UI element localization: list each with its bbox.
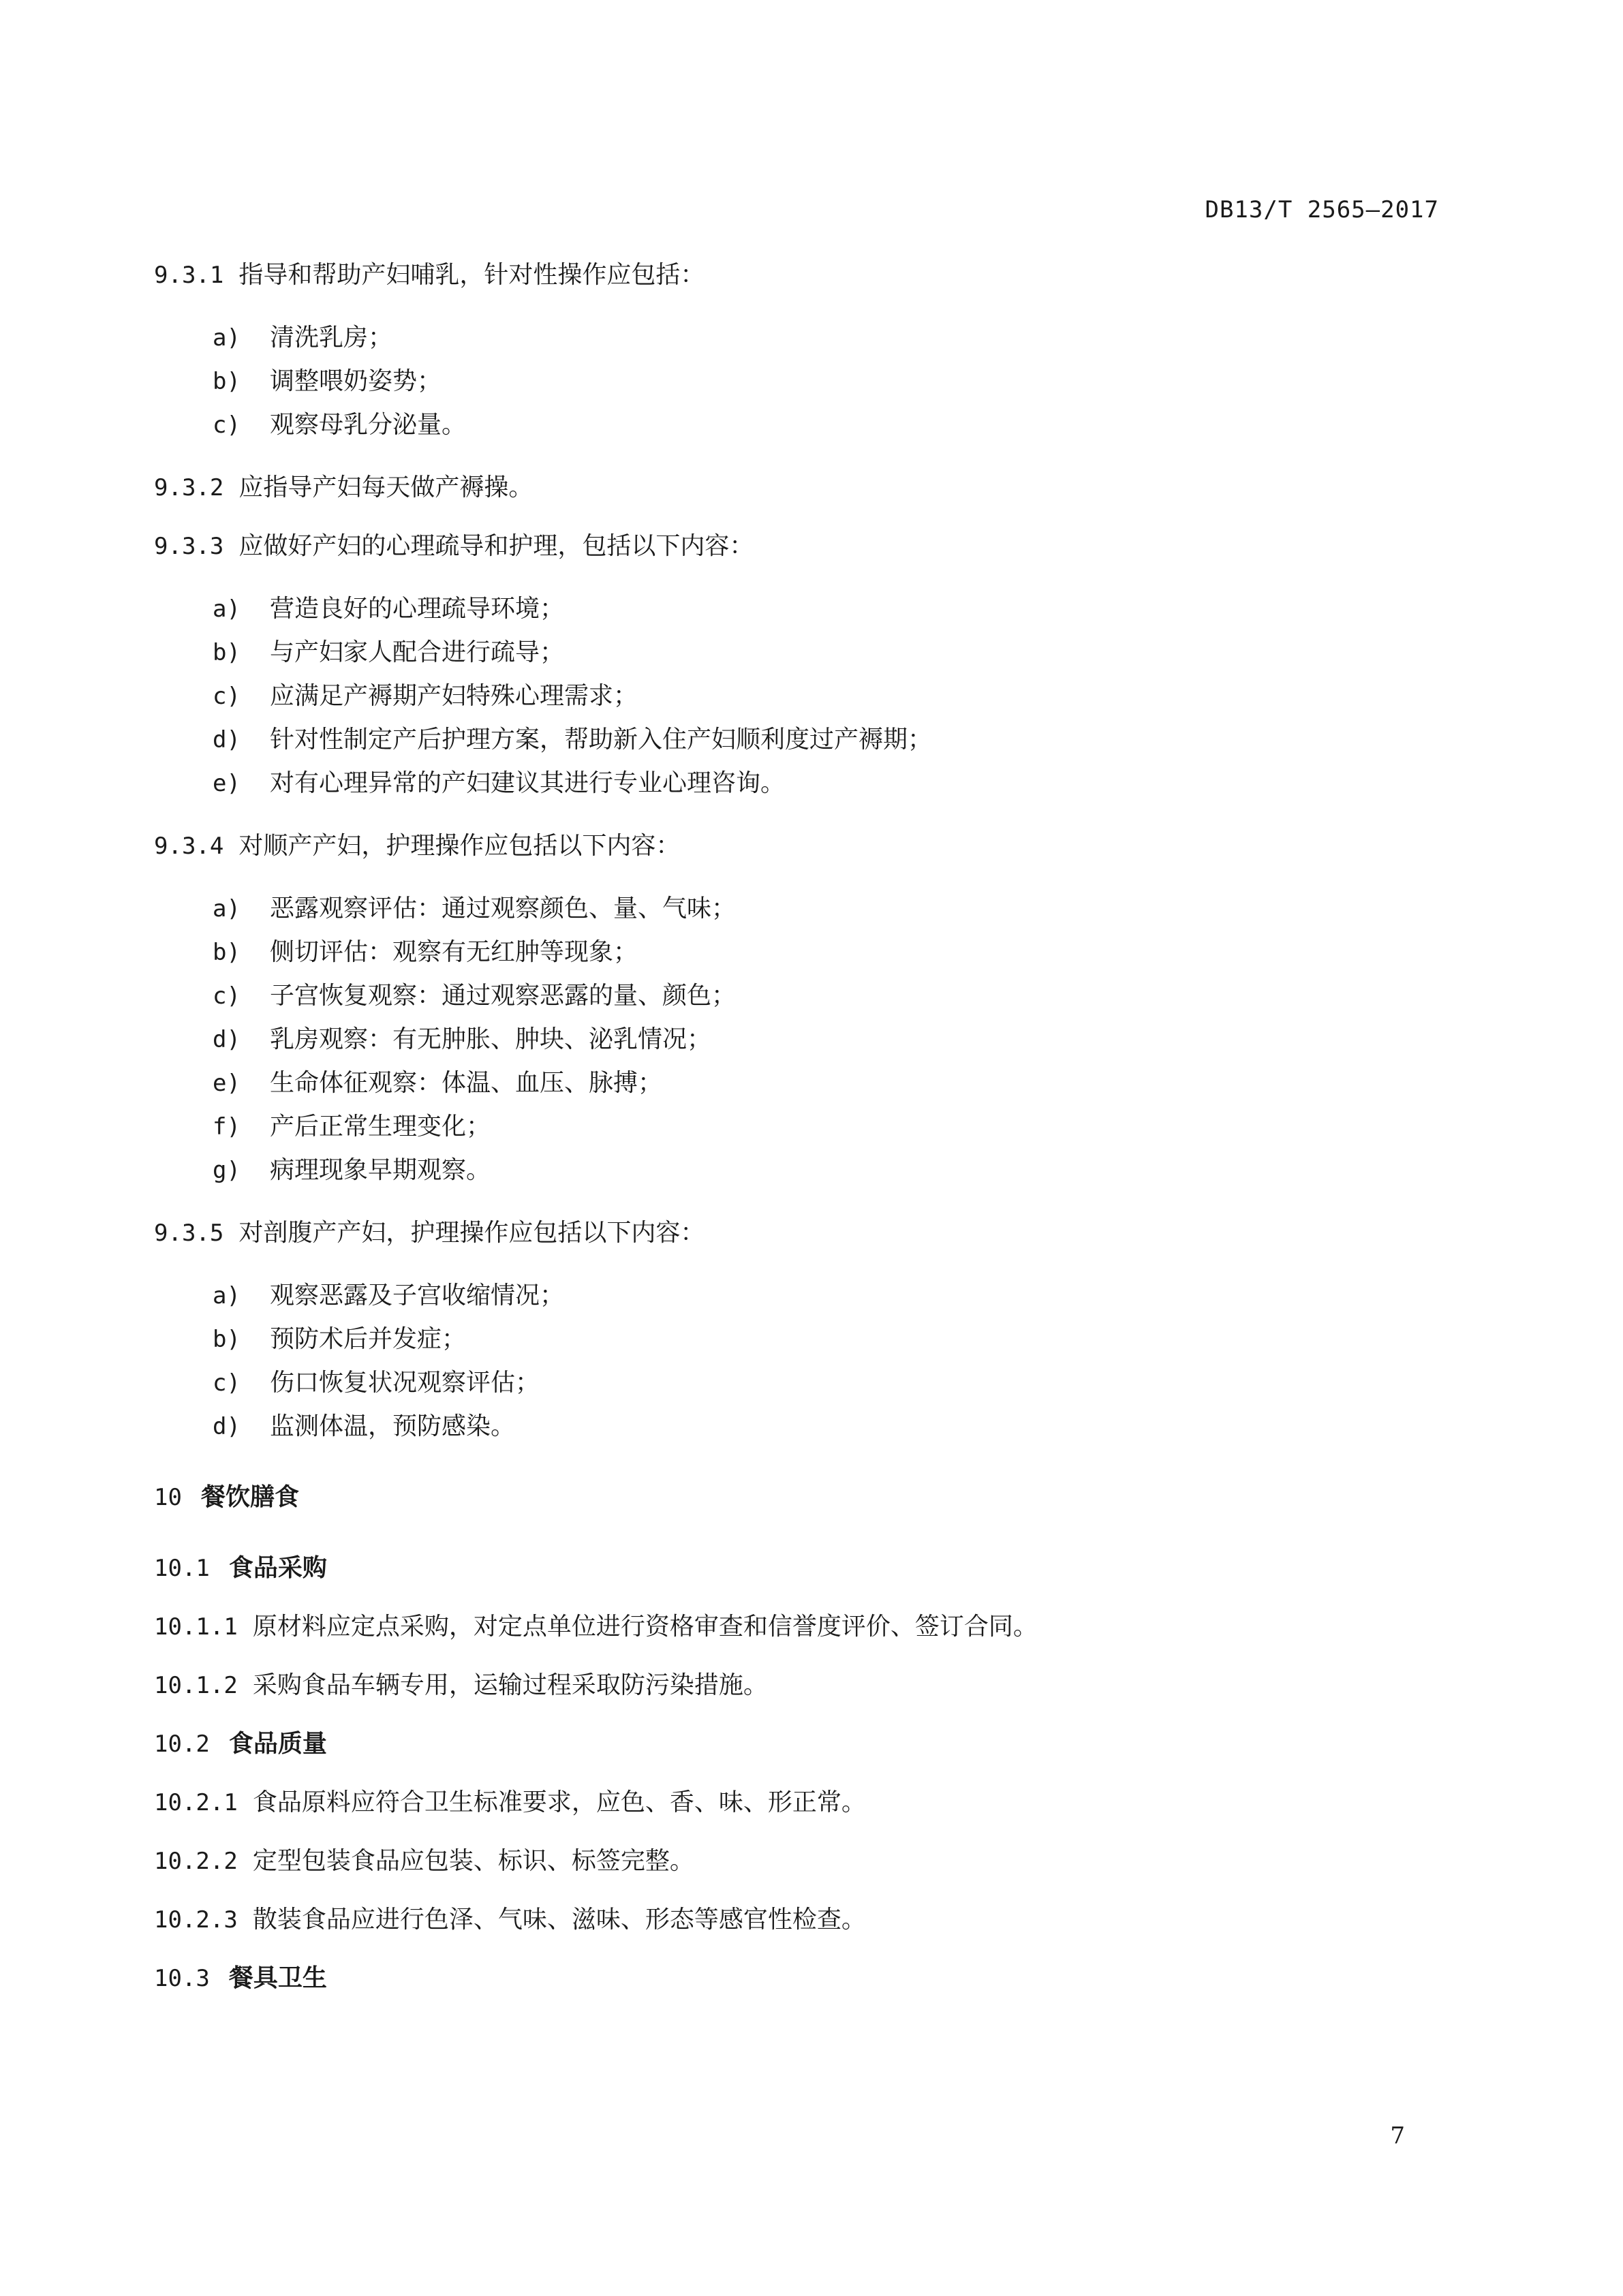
list-marker: d) <box>213 1026 241 1053</box>
page-number: 7 <box>1390 2122 1405 2150</box>
clause-text: 对顺产产妇，护理操作应包括以下内容： <box>238 832 681 860</box>
list-marker: b) <box>213 939 241 966</box>
list-item <box>154 1405 1442 1448</box>
clause-10-1-1 <box>154 1609 1442 1645</box>
list-marker: a) <box>213 324 241 352</box>
list-item <box>154 718 1442 762</box>
list-item-text: 针对性制定产后护理方案，帮助新入住产妇顺利度过产褥期； <box>270 726 933 754</box>
list-marker: c) <box>213 683 241 710</box>
document-code: DB13/T 2565—2017 <box>1205 196 1439 223</box>
list-marker: b) <box>213 1326 241 1353</box>
list-item-text: 营造良好的心理疏导环境； <box>270 595 565 623</box>
list-9-3-4 <box>154 887 1442 1192</box>
list-marker: c) <box>213 412 241 439</box>
clause-text: 食品原料应符合卫生标准要求，应色、香、味、形正常。 <box>252 1788 866 1816</box>
list-item-text: 监测体温，预防感染。 <box>270 1412 516 1440</box>
section-heading-10-3 <box>154 1961 1442 1996</box>
list-marker: a) <box>213 595 241 623</box>
list-9-3-5 <box>154 1274 1442 1448</box>
list-item <box>154 762 1442 805</box>
clause-text: 应指导产妇每天做产褥操。 <box>238 474 534 501</box>
list-item <box>154 1149 1442 1192</box>
list-item <box>154 1318 1442 1361</box>
list-item-text: 伤口恢复状况观察评估； <box>270 1369 540 1397</box>
list-item <box>154 974 1442 1018</box>
list-marker: f) <box>213 1113 241 1141</box>
list-item <box>154 403 1442 447</box>
list-marker: c) <box>213 982 241 1010</box>
list-item <box>154 887 1442 931</box>
clause-text: 原材料应定点采购，对定点单位进行资格审查和信誉度评价、签订合同。 <box>252 1613 1038 1641</box>
clause-number: 9.3.2 <box>154 474 224 501</box>
list-item <box>154 587 1442 631</box>
list-item <box>154 674 1442 718</box>
clause-text: 散装食品应进行色泽、气味、滋味、形态等感官性检查。 <box>252 1906 866 1934</box>
clause-9-3-5 <box>154 1215 1442 1251</box>
heading-number: 10 <box>154 1484 182 1511</box>
list-item <box>154 1018 1442 1061</box>
list-marker: a) <box>213 1282 241 1309</box>
list-item-text: 乳房观察：有无肿胀、肿块、泌乳情况； <box>270 1025 712 1053</box>
list-item <box>154 631 1442 674</box>
list-item-text: 对有心理异常的产妇建议其进行专业心理咨询。 <box>270 769 786 797</box>
list-item-text: 清洗乳房； <box>270 324 393 352</box>
clause-10-2-2 <box>154 1844 1442 1879</box>
list-item <box>154 1274 1442 1318</box>
list-item-text: 生命体征观察：体温、血压、脉搏； <box>270 1069 663 1097</box>
heading-title: 餐具卫生 <box>228 1964 327 1992</box>
list-marker: e) <box>213 770 241 797</box>
list-item-text: 恶露观察评估：通过观察颜色、量、气味； <box>270 895 737 922</box>
chapter-heading-10 <box>154 1480 1442 1515</box>
list-item-text: 产后正常生理变化； <box>270 1113 491 1141</box>
clause-number: 10.2.3 <box>154 1906 238 1934</box>
list-9-3-1 <box>154 316 1442 447</box>
list-marker: e) <box>213 1070 241 1097</box>
list-marker: g) <box>213 1157 241 1184</box>
list-item-text: 应满足产褥期产妇特殊心理需求； <box>270 682 638 710</box>
clause-number: 10.2.1 <box>154 1789 238 1816</box>
list-marker: d) <box>213 1413 241 1440</box>
clause-text: 应做好产妇的心理疏导和护理，包括以下内容： <box>238 532 754 560</box>
list-marker: a) <box>213 895 241 922</box>
section-heading-10-1 <box>154 1551 1442 1586</box>
document-body <box>154 258 1442 2019</box>
list-9-3-3 <box>154 587 1442 805</box>
list-marker: b) <box>213 639 241 666</box>
clause-number: 10.1.1 <box>154 1613 238 1641</box>
clause-9-3-4 <box>154 828 1442 864</box>
heading-number: 10.3 <box>154 1965 210 1992</box>
clause-text: 定型包装食品应包装、标识、标签完整。 <box>252 1847 694 1875</box>
heading-title: 食品质量 <box>228 1730 327 1758</box>
clause-10-2-3 <box>154 1902 1442 1938</box>
list-item <box>154 1061 1442 1105</box>
list-marker: b) <box>213 368 241 395</box>
clause-number: 9.3.3 <box>154 533 224 560</box>
clause-10-1-2 <box>154 1668 1442 1703</box>
section-heading-10-2 <box>154 1726 1442 1762</box>
heading-number: 10.2 <box>154 1731 210 1758</box>
list-item-text: 观察恶露及子宫收缩情况； <box>270 1282 565 1309</box>
clause-text: 指导和帮助产妇哺乳，针对性操作应包括： <box>238 261 705 289</box>
list-item-text: 预防术后并发症； <box>270 1325 467 1353</box>
list-item-text: 与产妇家人配合进行疏导； <box>270 638 565 666</box>
clause-9-3-2 <box>154 470 1442 506</box>
clause-9-3-3 <box>154 529 1442 564</box>
clause-number: 9.3.1 <box>154 262 224 289</box>
list-item-text: 子宫恢复观察：通过观察恶露的量、颜色； <box>270 982 737 1010</box>
clause-number: 9.3.4 <box>154 833 224 860</box>
list-item <box>154 360 1442 403</box>
list-item-text: 病理现象早期观察。 <box>270 1156 491 1184</box>
list-item <box>154 316 1442 360</box>
heading-title: 餐饮膳食 <box>200 1483 299 1511</box>
clause-number: 10.2.2 <box>154 1848 238 1875</box>
clause-9-3-1 <box>154 258 1442 293</box>
clause-text: 采购食品车辆专用，运输过程采取防污染措施。 <box>252 1671 768 1699</box>
clause-10-2-1 <box>154 1785 1442 1820</box>
list-item-text: 侧切评估：观察有无红肿等现象； <box>270 938 638 966</box>
list-item <box>154 931 1442 974</box>
heading-title: 食品采购 <box>228 1554 327 1582</box>
list-item-text: 观察母乳分泌量。 <box>270 411 467 439</box>
clause-number: 10.1.2 <box>154 1672 238 1699</box>
list-marker: c) <box>213 1369 241 1397</box>
list-marker: d) <box>213 726 241 754</box>
clause-number: 9.3.5 <box>154 1220 224 1247</box>
clause-text: 对剖腹产产妇，护理操作应包括以下内容： <box>238 1219 705 1247</box>
heading-number: 10.1 <box>154 1555 210 1582</box>
list-item <box>154 1361 1442 1405</box>
list-item <box>154 1105 1442 1149</box>
list-item-text: 调整喂奶姿势； <box>270 367 442 395</box>
